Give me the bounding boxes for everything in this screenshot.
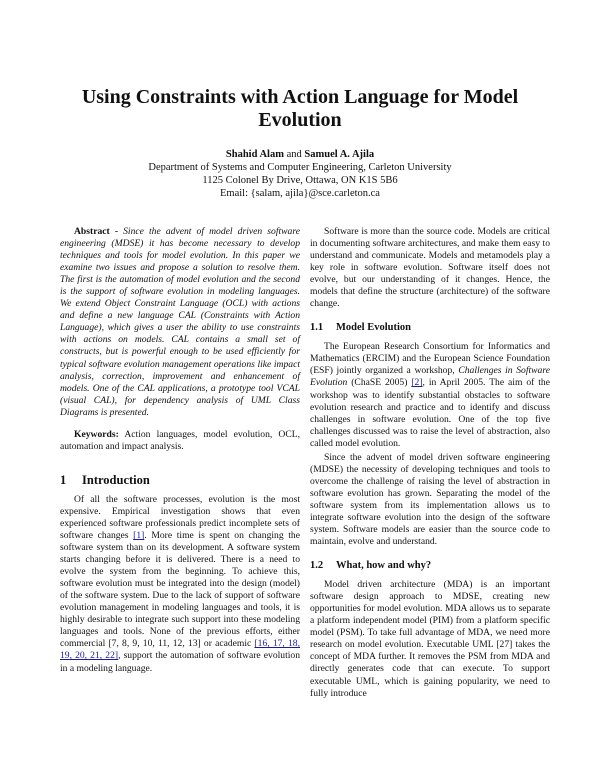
subsection-number: 1.1 <box>310 322 324 334</box>
left-column <box>60 226 300 675</box>
author-2: Samuel A. Ajila <box>304 149 375 160</box>
subsection-title: Model Evolution <box>336 322 411 334</box>
citation-link[interactable]: [1] <box>133 529 145 541</box>
intro-text-c: , support the automation of software evolution in a modeling language. <box>60 650 301 674</box>
citation-link[interactable]: [16, 17, 18, 19, 20, 21, 22] <box>60 638 300 662</box>
what-how-why-paragraph: Model driven architecture (MDA) is an important software design approach to MDSE, creating new opportunities for model evolution. MDA allows us to separate a platform independent model (PIM) from a platform specific model (PSM). To take full advantage of MDA, we need more research on model evolution. Executable UML [27] takes the concept of MDA further. It removes the PSM from MDA and directly generates code that can execute. To support executable UML, which is gaining popularity, we need to fully introduce <box>310 579 550 699</box>
subsection-title: What, how and why? <box>336 560 432 572</box>
abstract <box>60 226 300 419</box>
author-address: 1125 Colonel By Drive, Ottawa, ON K1S 5B6 <box>202 175 398 186</box>
author-names <box>60 148 540 161</box>
keywords-text: Action languages, model evolution, OCL, automation and impact analysis. <box>60 428 300 452</box>
section-number: 1 <box>60 472 67 487</box>
workshop-title: Challenges in Software Evolution <box>310 365 550 389</box>
introduction-paragraph <box>60 494 300 675</box>
paper-title: Using Constraints with Action Language for Model Evolution <box>81 86 519 131</box>
model-evolution-paragraph-1 <box>310 341 550 449</box>
keywords <box>60 429 300 453</box>
author-block <box>60 148 540 200</box>
me-text-c: , in April 2005. The aim of the workshop was to identify substantial obstacles to software evolution research and practice and to identify and discuss challenges in software evolution. One of the top five challenges discussed was to raise the level of abstraction, also called model evolution. <box>310 377 550 449</box>
me-text-b: (ChaSE 2005) <box>347 377 412 389</box>
author-affiliation: Department of Systems and Computer Engineering, Carleton University <box>148 162 452 173</box>
author-email: Email: {salam, ajila}@sce.carleton.ca <box>220 188 380 199</box>
author-1: Shahid Alam <box>225 149 284 160</box>
model-evolution-paragraph-2: Since the advent of model driven software engineering (MDSE) the necessity of developing techniques and tools to overcome the challenge of raising the level of abstraction in software evolution has grown. Separating the model of the software system from its implementation allows us to integrate software evolution into the design of the software system. Software models are easier than the source code to maintain, evolve and understand. <box>310 451 550 548</box>
section-title: Introduction <box>82 472 150 487</box>
intro-text-a: Of all the software processes, evolution is the most expensive. Empirical investigation shows that even experienced software professionals predict incomplete sets of software changes <box>60 493 300 541</box>
section-heading-what-how-why <box>310 559 550 573</box>
keywords-label: Keywords: <box>74 428 119 440</box>
author-and: and <box>283 149 305 160</box>
section-heading-introduction <box>60 472 300 488</box>
right-column <box>310 226 550 700</box>
section-heading-model-evolution <box>310 321 550 335</box>
abstract-label: Abstract - <box>74 226 124 237</box>
abstract-text: Since the advent of model driven software engineering (MDSE) it has become necessary to develop techniques and tools for model evolution. In this paper we examine two issues and propose a solution to resolve them. The first is the automation of model evolution and the second is the support of software evolution in modeling languages. We extend Object Constraint Language (OCL) with actions and define a new language CAL (Constraints with Action Language), which gives a user the ability to use constraints with actions on models. CAL contains a small set of constructs, but is powerful enough to be used efficiently for typical software evolution management operations like impact analysis, correction, improvement and enhancement of models. One of the CAL applications, a prototype tool VCAL (visual CAL), for dependency analysis of UML Class Diagrams is presented. <box>60 226 300 418</box>
software-paragraph: Software is more than the source code. Models are critical in documenting software architectures, and make them easy to understand and communicate. Models and metamodels play a key role in software evolution. Software itself does not evolve, but our understanding of it changes. Hence, the models that define the structure (architecture) of the software change. <box>310 226 550 310</box>
intro-text-b: . More time is spent on changing the software system than on its development. A software system starts changing before it is delivered. There is a need to evolve the system from the beginning. To achieve this, software evolution must be integrated into the design (model) of the software system. Due to the lack of support of software evolution management in modeling languages and tools, it is highly desirable to integrate such support into these modeling languages and tools. None of the previous efforts, either commercial [7, 8, 9, 10, 11, 12, 13] or academic <box>60 529 300 650</box>
subsection-number: 1.2 <box>310 560 324 572</box>
me-text-a: The European Research Consortium for Informatics and Mathematics (ERCIM) and the European Science Foundation (ESF) jointly organized a workshop, <box>310 341 550 377</box>
citation-link[interactable]: [2] <box>411 377 423 389</box>
